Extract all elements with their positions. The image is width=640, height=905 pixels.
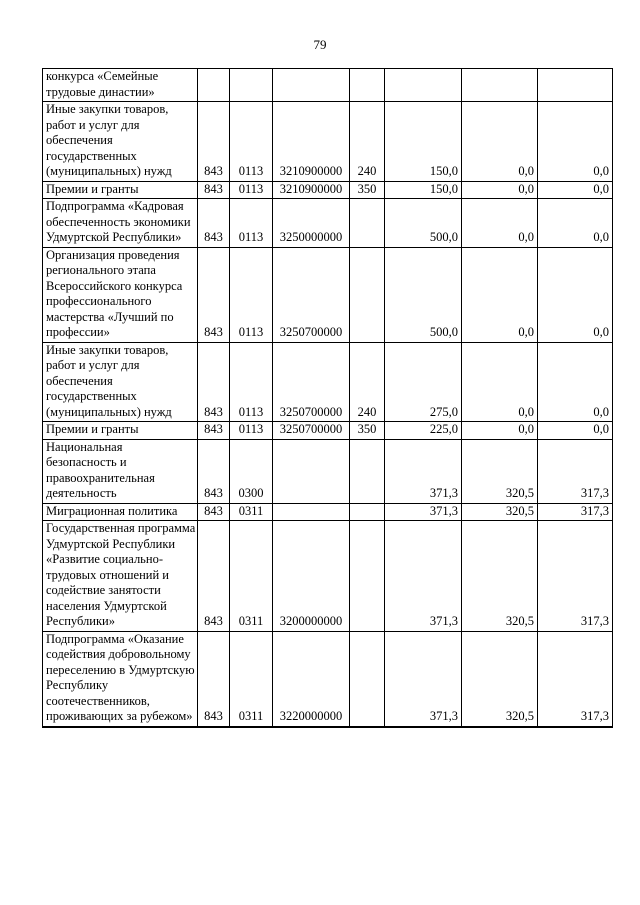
target-article-code: 3250000000 <box>273 199 350 248</box>
table-row <box>43 247 613 342</box>
sum-year-1: 500,0 <box>385 247 462 342</box>
target-article-code <box>273 503 350 521</box>
sum-year-3: 317,3 <box>538 631 613 727</box>
table-row <box>43 521 613 632</box>
sum-year-3: 317,3 <box>538 521 613 632</box>
expense-type-code <box>350 439 385 503</box>
sum-year-3: 0,0 <box>538 247 613 342</box>
sum-year-2: 0,0 <box>462 342 538 422</box>
section-code: 0113 <box>230 247 273 342</box>
page-number: 79 <box>313 37 327 52</box>
ved-code: 843 <box>198 503 230 521</box>
target-article-code: 3250700000 <box>273 342 350 422</box>
table-row <box>43 422 613 440</box>
sum-year-2: 320,5 <box>462 521 538 632</box>
sum-year-1: 371,3 <box>385 631 462 727</box>
sum-year-3: 0,0 <box>538 342 613 422</box>
ved-code <box>198 69 230 102</box>
expense-type-code <box>350 503 385 521</box>
sum-year-2: 0,0 <box>462 422 538 440</box>
ved-code: 843 <box>198 181 230 199</box>
target-article-code: 3200000000 <box>273 521 350 632</box>
table-row <box>43 342 613 422</box>
sum-year-3: 0,0 <box>538 102 613 182</box>
sum-year-1: 500,0 <box>385 199 462 248</box>
sum-year-2: 320,5 <box>462 631 538 727</box>
target-article-code: 3210900000 <box>273 181 350 199</box>
sum-year-1: 150,0 <box>385 102 462 182</box>
sum-year-2: 320,5 <box>462 503 538 521</box>
table-row <box>43 439 613 503</box>
target-article-code: 3250700000 <box>273 422 350 440</box>
section-code: 0113 <box>230 181 273 199</box>
sum-year-1: 275,0 <box>385 342 462 422</box>
row-name: Премии и гранты <box>43 181 198 199</box>
target-article-code: 3250700000 <box>273 247 350 342</box>
sum-year-2 <box>462 69 538 102</box>
section-code: 0300 <box>230 439 273 503</box>
sum-year-3: 0,0 <box>538 199 613 248</box>
expense-type-code: 350 <box>350 422 385 440</box>
expense-type-code: 350 <box>350 181 385 199</box>
sum-year-1: 371,3 <box>385 521 462 632</box>
ved-code: 843 <box>198 631 230 727</box>
table-row <box>43 503 613 521</box>
ved-code: 843 <box>198 102 230 182</box>
expense-type-code <box>350 69 385 102</box>
sum-year-2: 320,5 <box>462 439 538 503</box>
table-row <box>43 102 613 182</box>
table-row <box>43 181 613 199</box>
sum-year-3 <box>538 69 613 102</box>
target-article-code <box>273 69 350 102</box>
expense-type-code <box>350 199 385 248</box>
sum-year-1: 150,0 <box>385 181 462 199</box>
row-name: Организация проведения регионального этапа Всероссийского конкурса профессионального мастерства «Лучший по профессии» <box>43 247 198 342</box>
section-code: 0113 <box>230 199 273 248</box>
table-row <box>43 631 613 727</box>
target-article-code <box>273 439 350 503</box>
row-name: Подпрограмма «Оказание содействия добровольному переселению в Удмуртскую Республику соотечественников, проживающих за рубежом» <box>43 631 198 727</box>
row-name: Государственная программа Удмуртской Республики «Развитие социально-трудовых отношений и содействие занятости населения Удмуртской Республики» <box>43 521 198 632</box>
budget-table <box>42 68 613 728</box>
section-code: 0311 <box>230 521 273 632</box>
expense-type-code <box>350 631 385 727</box>
sum-year-3: 0,0 <box>538 181 613 199</box>
ved-code: 843 <box>198 342 230 422</box>
section-code: 0113 <box>230 342 273 422</box>
target-article-code: 3220000000 <box>273 631 350 727</box>
row-name: Иные закупки товаров, работ и услуг для обеспечения государственных (муниципальных) нужд <box>43 102 198 182</box>
ved-code: 843 <box>198 521 230 632</box>
section-code: 0113 <box>230 422 273 440</box>
row-name: Подпрограмма «Кадровая обеспеченность экономики Удмуртской Республики» <box>43 199 198 248</box>
sum-year-2: 0,0 <box>462 181 538 199</box>
ved-code: 843 <box>198 199 230 248</box>
table-row <box>43 69 613 102</box>
expense-type-code <box>350 521 385 632</box>
row-name: Иные закупки товаров, работ и услуг для обеспечения государственных (муниципальных) нужд <box>43 342 198 422</box>
section-code: 0311 <box>230 503 273 521</box>
expense-type-code: 240 <box>350 342 385 422</box>
ved-code: 843 <box>198 422 230 440</box>
sum-year-3: 317,3 <box>538 503 613 521</box>
sum-year-3: 0,0 <box>538 422 613 440</box>
table-row <box>43 199 613 248</box>
target-article-code: 3210900000 <box>273 102 350 182</box>
sum-year-1 <box>385 69 462 102</box>
sum-year-1: 371,3 <box>385 439 462 503</box>
section-code: 0113 <box>230 102 273 182</box>
ved-code: 843 <box>198 247 230 342</box>
row-name: Миграционная политика <box>43 503 198 521</box>
ved-code: 843 <box>198 439 230 503</box>
row-name: Национальная безопасность и правоохранительная деятельность <box>43 439 198 503</box>
section-code: 0311 <box>230 631 273 727</box>
row-name: конкурса «Семейные трудовые династии» <box>43 69 198 102</box>
sum-year-1: 225,0 <box>385 422 462 440</box>
row-name: Премии и гранты <box>43 422 198 440</box>
sum-year-2: 0,0 <box>462 199 538 248</box>
sum-year-2: 0,0 <box>462 102 538 182</box>
sum-year-1: 371,3 <box>385 503 462 521</box>
sum-year-2: 0,0 <box>462 247 538 342</box>
section-code <box>230 69 273 102</box>
expense-type-code: 240 <box>350 102 385 182</box>
expense-type-code <box>350 247 385 342</box>
sum-year-3: 317,3 <box>538 439 613 503</box>
